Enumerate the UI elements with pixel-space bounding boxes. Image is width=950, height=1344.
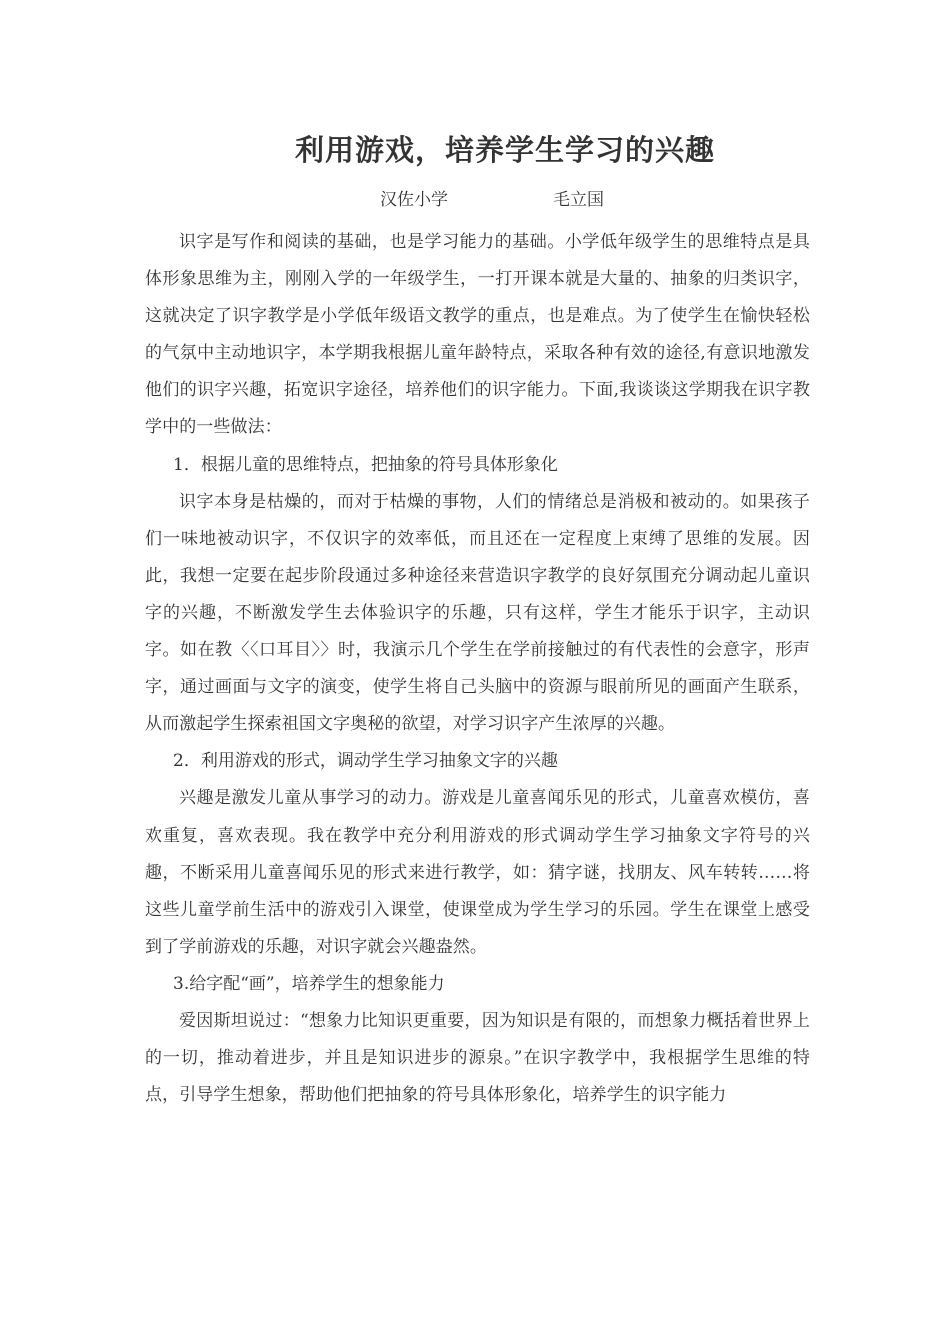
section-heading-3: 3.给字配“画”，培养学生的想象能力 [173,973,445,994]
document-body [145,224,810,1114]
section-body-2: 兴趣是激发儿童从事学习的动力。游戏是儿童喜闻乐见的形式，儿童喜欢模仿，喜欢重复，喜欢表现。我在教学中充分利用游戏的形式调动学生学习抽象文字符号的兴趣，不断采用儿童喜闻乐见的形式来进行教学，如：猜字谜，找朋友、风车转转……将这些儿童学前生活中的游戏引入课堂，使课堂成为学生学习的乐园。学生在课堂上感受到了学前游戏的乐趣，对识字就会兴趣盎然。 [145,788,810,957]
section-body-1: 识字本身是枯燥的，而对于枯燥的事物，人们的情绪总是消极和被动的。如果孩子们一味地被动识字，不仅识字的效率低，而且还在一定程度上束缚了思维的发展。因此，我想一定要在起步阶段通过多种途径来营造识字教学的良好氛围充分调动起儿童识字的兴趣，不断激发学生去体验识字的乐趣，只有这样，学生才能乐于识字，主动识字。如在教〈〈口耳目〉〉时，我演示几个学生在学前接触过的有代表性的会意字，形声字，通过画面与文字的演变，使学生将自己头脑中的资源与眼前所见的画面产生联系，从而激起学生探索祖国文字奥秘的欲望，对学习识字产生浓厚的兴趣。 [145,491,810,735]
section-body-3: 爱因斯坦说过：“想象力比知识更重要，因为知识是有限的，而想象力概括着世界上的一切，推动着进步，并且是知识进步的源泉。”在识字教学中，我根据学生思维的特点，引导学生想象，帮助他们把抽象的符号具体形象化，培养学生的识字能力 [145,1010,810,1106]
section-heading-1: 1．根据儿童的思维特点，把抽象的符号具体形象化 [173,454,558,475]
school-name: 汉佐小学 [380,190,448,210]
intro-paragraph: 识字是写作和阅读的基础，也是学习能力的基础。小学低年级学生的思维特点是具体形象思维为主，刚刚入学的一年级学生，一打开课本就是大量的、抽象的归类识字，这就决定了识字教学是小学低年级语文教学的重点，也是难点。为了使学生在愉快轻松的气氛中主动地识字，本学期我根据儿童年龄特点，采取各种有效的途径,有意识地激发他们的识字兴趣，拓宽识字途径，培养他们的识字能力。下面,我谈谈这学期我在识字教学中的一些做法： [145,232,810,438]
author-name: 毛立国 [553,190,604,210]
section-heading-2: 2．利用游戏的形式，调动学生学习抽象文字的兴趣 [173,751,558,772]
document-title: 利用游戏，培养学生学习的兴趣 [294,133,715,167]
